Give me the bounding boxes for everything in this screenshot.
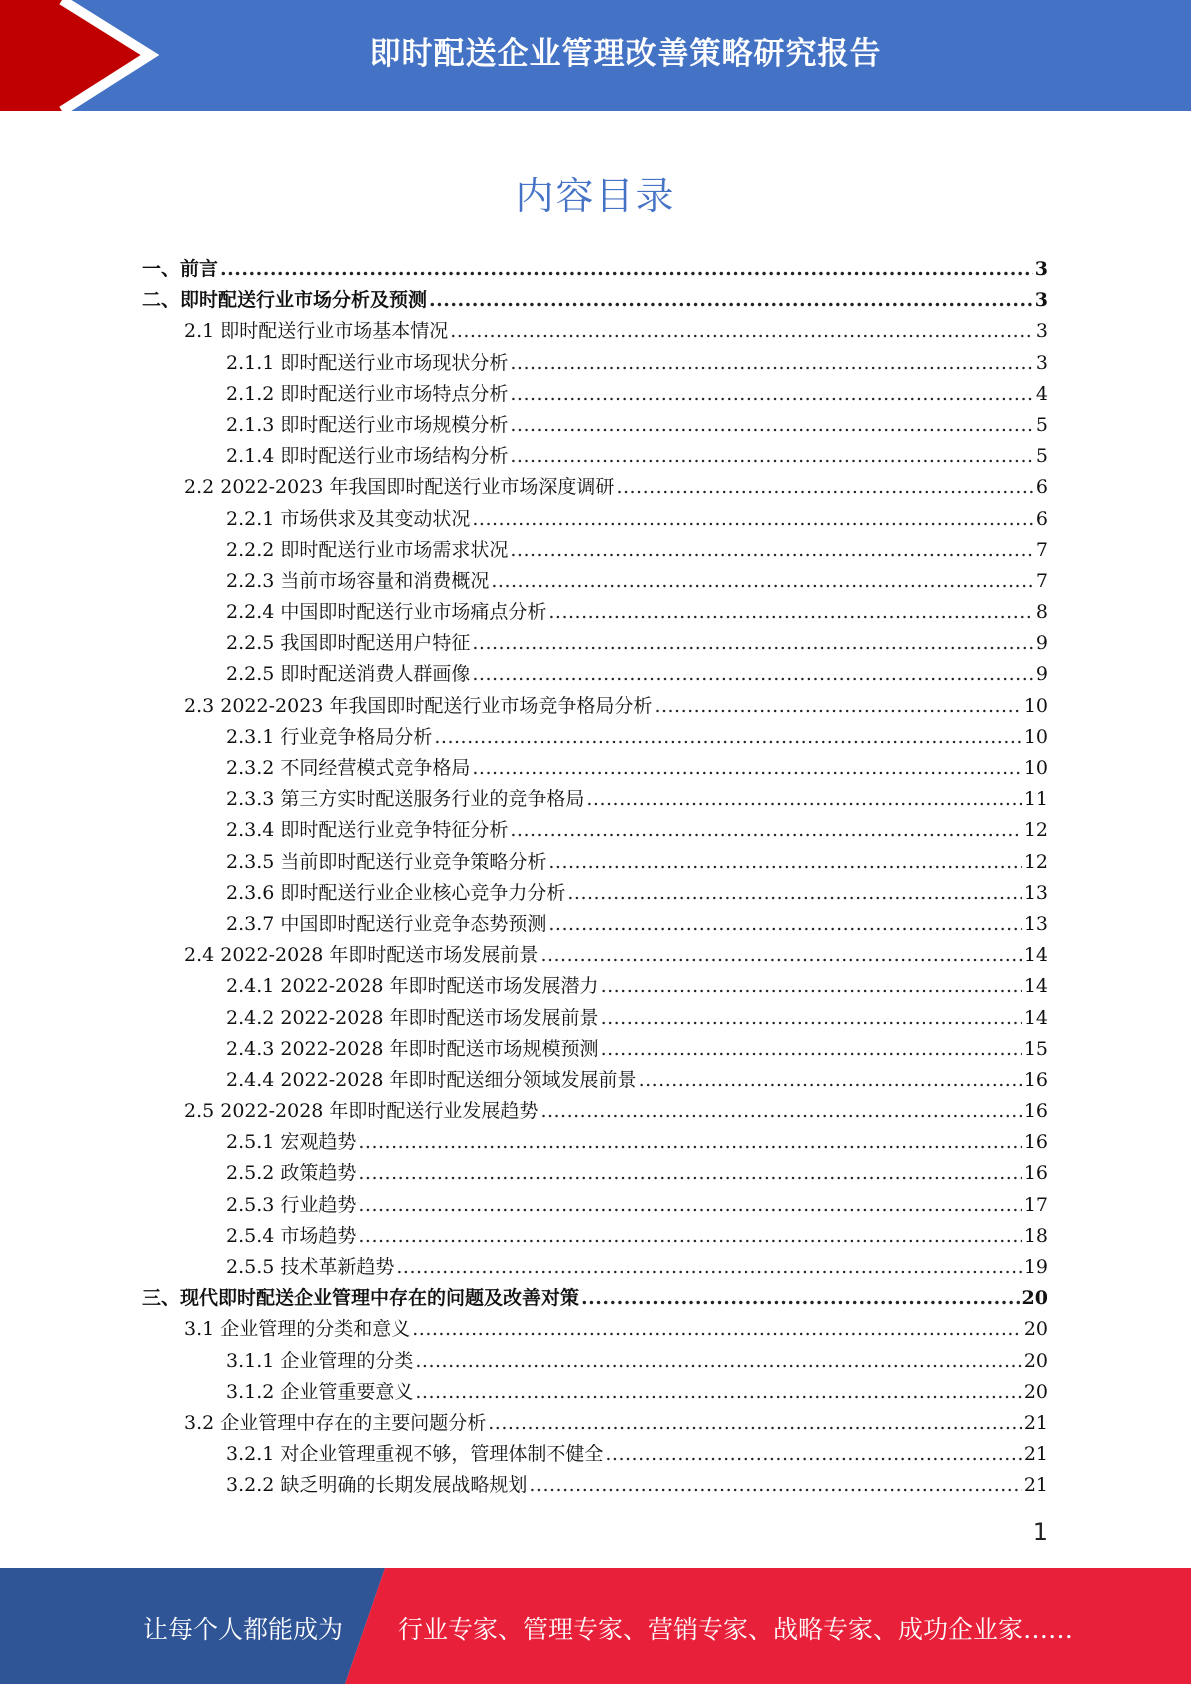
- toc-entry-page: 3: [1034, 258, 1048, 280]
- toc-entry-page: 5: [1035, 413, 1048, 436]
- toc-entry-label: 3.1.1 企业管理的分类: [226, 1349, 414, 1372]
- toc-dot-leader: [434, 722, 1021, 753]
- toc-entry[interactable]: [142, 348, 1048, 379]
- toc-dot-leader: [510, 815, 1021, 846]
- toc-dot-leader: [605, 1439, 1021, 1470]
- toc-entry-label: 2.4.3 2022-2028 年即时配送市场规模预测: [226, 1037, 599, 1060]
- toc-dot-leader: [601, 1003, 1022, 1034]
- toc-entry-page: 20: [1023, 1380, 1048, 1403]
- toc-entry[interactable]: [142, 722, 1048, 753]
- toc-dot-leader: [639, 1065, 1022, 1096]
- toc-entry-page: 12: [1023, 819, 1048, 842]
- toc-entry-label: 2.5.3 行业趋势: [226, 1193, 357, 1216]
- toc-entry-label: 3.2 企业管理中存在的主要问题分析: [184, 1411, 487, 1434]
- footer-slogan-left: 让每个人都能成为: [143, 1615, 344, 1644]
- toc-entry-page: 7: [1035, 538, 1048, 561]
- toc-entry-page: 14: [1023, 944, 1048, 967]
- toc-entry[interactable]: [142, 1439, 1048, 1470]
- toc-heading: 内容目录: [515, 174, 676, 218]
- page-footer: [0, 1568, 1191, 1684]
- toc-entry[interactable]: [142, 597, 1048, 628]
- toc-entry[interactable]: [142, 1252, 1048, 1283]
- toc-entry-page: 19: [1023, 1256, 1048, 1278]
- toc-entry-page: 5: [1035, 445, 1048, 468]
- toc-entry-page: 18: [1023, 1224, 1048, 1247]
- toc-entry-page: 20: [1021, 1287, 1048, 1310]
- toc-entry[interactable]: [142, 1283, 1048, 1314]
- toc-entry-label: 2.2.2 即时配送行业市场需求状况: [226, 538, 509, 561]
- toc-dot-leader: [488, 1408, 1022, 1439]
- toc-entry-label: 2.5.4 市场趋势: [226, 1224, 357, 1247]
- toc-entry[interactable]: [142, 1003, 1048, 1034]
- toc-entry-page: 9: [1035, 632, 1048, 655]
- toc-entry-label: 3.2.2 缺乏明确的长期发展战略规划: [226, 1474, 528, 1497]
- toc-entry[interactable]: [142, 566, 1048, 597]
- toc-entry-page: 10: [1023, 757, 1048, 779]
- toc-entry-page: 13: [1023, 912, 1048, 935]
- toc-dot-leader: [472, 628, 1034, 659]
- toc-entry-label: 2.4.1 2022-2028 年即时配送市场发展潜力: [226, 975, 599, 998]
- toc-entry-label: 2.2.4 中国即时配送行业市场痛点分析: [226, 601, 547, 624]
- toc-entry[interactable]: [142, 504, 1048, 535]
- toc-dot-leader: [472, 504, 1034, 535]
- toc-entry-label: 2.2 2022-2023 年我国即时配送行业市场深度调研: [184, 476, 615, 499]
- toc-dot-leader: [548, 597, 1034, 628]
- toc-entry-label: 2.3.2 不同经营模式竞争格局: [226, 757, 471, 779]
- toc-dot-leader: [548, 909, 1021, 940]
- toc-entry-label: 2.1.2 即时配送行业市场特点分析: [226, 382, 509, 405]
- toc-entry-page: 15: [1023, 1037, 1048, 1060]
- toc-entry-page: 4: [1035, 382, 1048, 405]
- toc-entry[interactable]: [142, 316, 1048, 347]
- toc-dot-leader: [472, 753, 1021, 784]
- toc-entry[interactable]: [142, 1190, 1048, 1221]
- toc-entry-page: 21: [1023, 1474, 1048, 1497]
- table-of-contents: [142, 254, 1048, 1502]
- toc-entry-page: 16: [1023, 1162, 1048, 1185]
- toc-entry[interactable]: [142, 379, 1048, 410]
- toc-entry-page: 10: [1023, 694, 1048, 717]
- toc-entry-page: 16: [1023, 1100, 1048, 1123]
- toc-entry-page: 12: [1023, 850, 1048, 873]
- toc-entry-page: 6: [1035, 507, 1048, 530]
- toc-dot-leader: [601, 971, 1022, 1002]
- toc-dot-leader: [510, 441, 1034, 472]
- toc-dot-leader: [586, 784, 1021, 815]
- toc-dot-leader: [510, 535, 1034, 566]
- toc-entry[interactable]: [142, 441, 1048, 472]
- toc-entry-label: 2.2.3 当前市场容量和消费概况: [226, 569, 490, 592]
- toc-entry[interactable]: [142, 847, 1048, 878]
- toc-entry-label: 2.1 即时配送行业市场基本情况: [184, 320, 449, 343]
- toc-entry-page: 21: [1023, 1443, 1048, 1466]
- toc-dot-leader: [491, 566, 1034, 597]
- toc-dot-leader: [510, 379, 1034, 410]
- toc-entry-label: 2.1.3 即时配送行业市场规模分析: [226, 413, 509, 436]
- toc-dot-leader: [567, 878, 1021, 909]
- toc-entry-label: 3.2.1 对企业管理重视不够，管理体制不健全: [226, 1443, 604, 1466]
- toc-dot-leader: [540, 1096, 1021, 1127]
- toc-entry[interactable]: [142, 940, 1048, 971]
- toc-dot-leader: [510, 410, 1034, 441]
- toc-dot-leader: [358, 1158, 1021, 1189]
- toc-entry-page: 14: [1023, 975, 1048, 998]
- toc-entry[interactable]: [142, 535, 1048, 566]
- toc-entry-page: 20: [1023, 1349, 1048, 1372]
- toc-entry-label: 2.5.1 宏观趋势: [226, 1131, 357, 1154]
- toc-entry-page: 14: [1023, 1006, 1048, 1029]
- toc-entry[interactable]: [142, 815, 1048, 846]
- toc-entry-page: 3: [1034, 289, 1048, 312]
- toc-dot-leader: [616, 472, 1033, 503]
- toc-entry[interactable]: [142, 254, 1048, 285]
- toc-dot-leader: [548, 847, 1021, 878]
- toc-entry-label: 2.5 2022-2028 年即时配送行业发展趋势: [184, 1100, 539, 1123]
- toc-entry[interactable]: [142, 1377, 1048, 1408]
- toc-entry[interactable]: [142, 691, 1048, 722]
- toc-dot-leader: [358, 1221, 1021, 1252]
- toc-entry-page: 17: [1023, 1193, 1048, 1216]
- toc-entry[interactable]: [142, 971, 1048, 1002]
- toc-entry-label: 2.2.5 我国即时配送用户特征: [226, 632, 471, 655]
- toc-entry[interactable]: [142, 753, 1048, 784]
- toc-dot-leader: [540, 940, 1021, 971]
- toc-dot-leader: [358, 1127, 1021, 1158]
- page-header: [0, 0, 1191, 111]
- page-number: 1: [1032, 1518, 1048, 1546]
- toc-entry-label: 2.3.7 中国即时配送行业竞争态势预测: [226, 912, 547, 935]
- toc-entry[interactable]: [142, 285, 1048, 316]
- toc-entry-label: 3.1 企业管理的分类和意义: [184, 1318, 411, 1341]
- footer-slogan-right: 行业专家、管理专家、营销专家、战略专家、成功企业家……: [398, 1615, 1074, 1644]
- toc-entry[interactable]: [142, 1470, 1048, 1501]
- toc-entry[interactable]: [142, 1127, 1048, 1158]
- toc-entry-page: 6: [1035, 476, 1048, 499]
- toc-entry-page: 20: [1023, 1318, 1048, 1341]
- toc-entry-page: 16: [1023, 1068, 1048, 1091]
- toc-dot-leader: [529, 1470, 1021, 1501]
- toc-entry-label: 2.5.5 技术革新趋势: [226, 1256, 395, 1278]
- toc-entry-label: 3.1.2 企业管重要意义: [226, 1380, 414, 1403]
- toc-dot-leader: [472, 659, 1034, 690]
- toc-entry[interactable]: [142, 628, 1048, 659]
- toc-entry-label: 2.1.4 即时配送行业市场结构分析: [226, 445, 509, 468]
- toc-entry[interactable]: [142, 1158, 1048, 1189]
- toc-entry[interactable]: [142, 784, 1048, 815]
- toc-dot-leader: [415, 1346, 1021, 1377]
- toc-entry-page: 16: [1023, 1131, 1048, 1154]
- toc-dot-leader: [601, 1034, 1022, 1065]
- toc-entry-label: 三、现代即时配送企业管理中存在的问题及改善对策: [142, 1287, 580, 1310]
- toc-entry[interactable]: [142, 1314, 1048, 1345]
- toc-entry[interactable]: [142, 1408, 1048, 1439]
- toc-dot-leader: [450, 316, 1034, 347]
- toc-entry[interactable]: [142, 1096, 1048, 1127]
- toc-entry-page: 9: [1035, 663, 1048, 686]
- toc-entry-label: 2.3.4 即时配送行业竞争特征分析: [226, 819, 509, 842]
- toc-entry-label: 2.3 2022-2023 年我国即时配送行业市场竞争格局分析: [184, 694, 653, 717]
- toc-entry-label: 2.4 2022-2028 年即时配送市场发展前景: [184, 944, 539, 967]
- toc-entry[interactable]: [142, 1221, 1048, 1252]
- toc-entry[interactable]: [142, 1346, 1048, 1377]
- toc-entry[interactable]: [142, 472, 1048, 503]
- toc-dot-leader: [429, 285, 1033, 316]
- toc-entry-page: 13: [1023, 881, 1048, 904]
- toc-entry-label: 二、即时配送行业市场分析及预测: [142, 289, 428, 312]
- toc-entry-page: 21: [1023, 1411, 1048, 1434]
- toc-dot-leader: [412, 1314, 1022, 1345]
- toc-dot-leader: [654, 691, 1021, 722]
- toc-entry[interactable]: [142, 410, 1048, 441]
- toc-entry-label: 2.3.6 即时配送行业企业核心竞争力分析: [226, 881, 566, 904]
- toc-entry-page: 11: [1023, 788, 1048, 811]
- toc-entry-label: 2.1.1 即时配送行业市场现状分析: [226, 351, 509, 374]
- toc-entry[interactable]: [142, 878, 1048, 909]
- toc-entry[interactable]: [142, 1065, 1048, 1096]
- toc-entry-label: 2.4.2 2022-2028 年即时配送市场发展前景: [226, 1006, 599, 1029]
- toc-dot-leader: [220, 254, 1033, 285]
- toc-entry-label: 一、前言: [142, 258, 219, 280]
- toc-entry-label: 2.2.5 即时配送消费人群画像: [226, 663, 471, 686]
- toc-entry-page: 10: [1023, 725, 1048, 748]
- toc-entry-page: 8: [1035, 601, 1048, 624]
- toc-entry-page: 3: [1035, 320, 1048, 343]
- toc-dot-leader: [415, 1377, 1021, 1408]
- toc-dot-leader: [581, 1283, 1020, 1314]
- toc-dot-leader: [358, 1190, 1021, 1221]
- toc-dot-leader: [396, 1252, 1021, 1283]
- toc-entry[interactable]: [142, 659, 1048, 690]
- toc-entry-label: 2.3.1 行业竞争格局分析: [226, 725, 433, 748]
- toc-entry[interactable]: [142, 909, 1048, 940]
- toc-entry-label: 2.3.5 当前即时配送行业竞争策略分析: [226, 850, 547, 873]
- toc-entry-page: 3: [1035, 351, 1048, 374]
- report-title: 即时配送企业管理改善策略研究报告: [369, 36, 882, 72]
- toc-entry-page: 7: [1035, 569, 1048, 592]
- toc-entry-label: 2.5.2 政策趋势: [226, 1162, 357, 1185]
- toc-dot-leader: [510, 348, 1034, 379]
- toc-entry-label: 2.4.4 2022-2028 年即时配送细分领域发展前景: [226, 1068, 637, 1091]
- toc-entry-label: 2.3.3 第三方实时配送服务行业的竞争格局: [226, 788, 585, 811]
- toc-entry-label: 2.2.1 市场供求及其变动状况: [226, 507, 471, 530]
- toc-entry[interactable]: [142, 1034, 1048, 1065]
